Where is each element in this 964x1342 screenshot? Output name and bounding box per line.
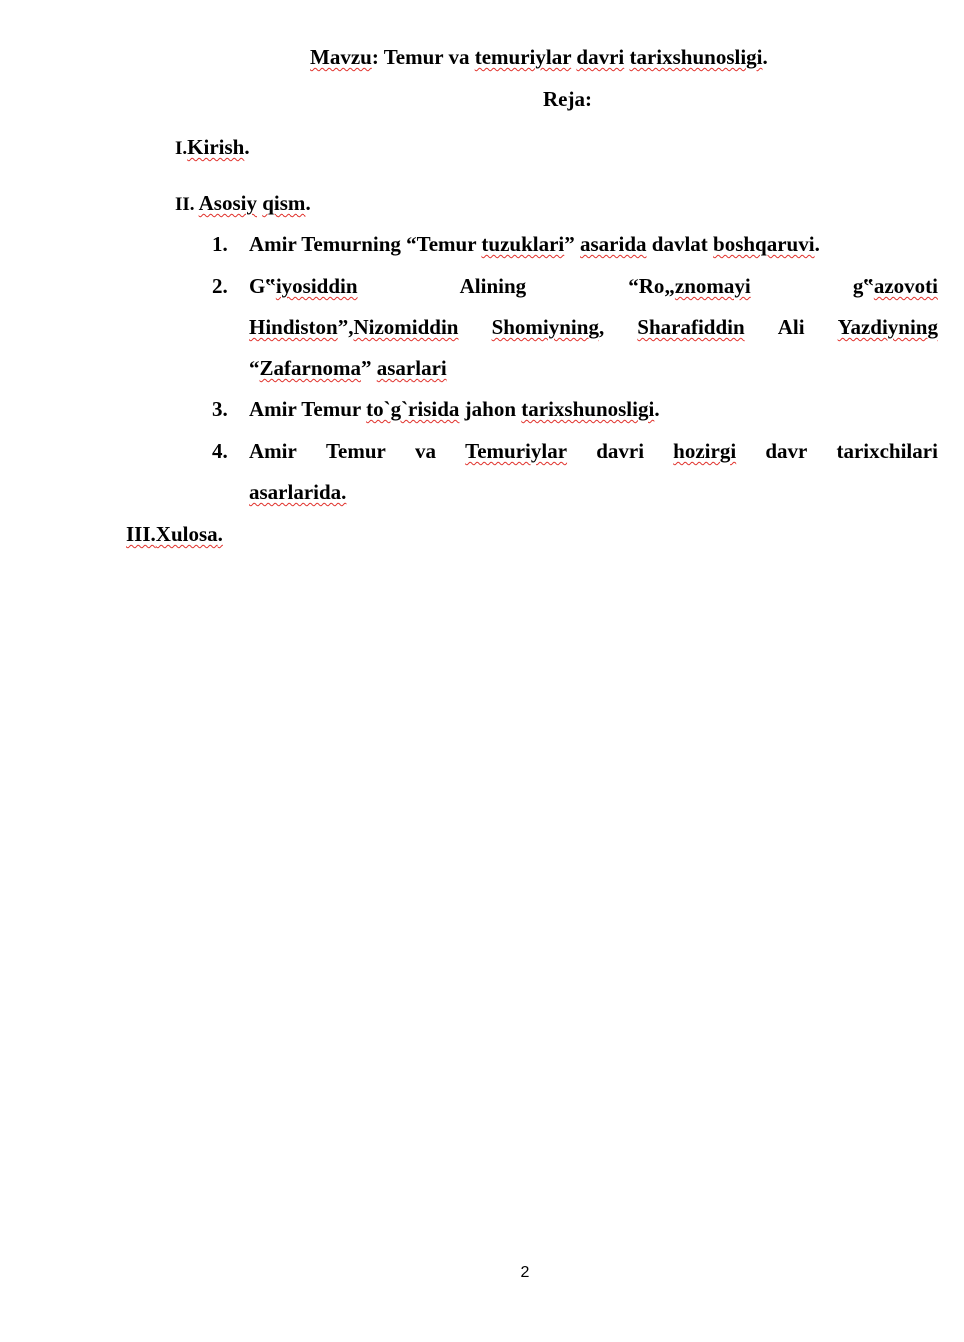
item-text: asarlarida.: [249, 480, 347, 504]
item-text: Amir Temur: [249, 397, 367, 421]
item-word: Sharafiddin: [637, 315, 745, 339]
section-conclusion-text: [126, 522, 223, 546]
section-end: .: [305, 191, 311, 215]
section-title: Xulosa: [155, 522, 218, 546]
item-text: to`g`risida: [366, 397, 460, 421]
item-word: Temuriylar: [465, 439, 568, 463]
item-number: 2.: [212, 274, 228, 298]
section-end: .: [244, 135, 250, 159]
item-word: tarixchilari: [836, 439, 938, 463]
item-text: Nizomiddin: [353, 315, 459, 339]
item-number: 1.: [212, 232, 228, 256]
item-text: Amir Temurning “Temur: [249, 232, 482, 256]
item-word: [249, 273, 358, 299]
title-word: davri: [576, 45, 625, 69]
item-text: tarixshunosligi: [521, 397, 655, 421]
item-word: Temur: [325, 439, 386, 463]
item-text: “: [249, 356, 260, 380]
title-word: tarixshunosligi: [629, 45, 763, 69]
item-text: asarida: [580, 232, 647, 256]
title-word: Temur: [383, 45, 444, 69]
list-item-line: [249, 438, 938, 464]
list-item-line: [249, 479, 346, 505]
item-text: G‟: [249, 274, 276, 298]
item-word: Alining: [459, 274, 527, 298]
plan-heading: Reja:: [543, 87, 592, 111]
item-text: boshqaruvi: [713, 232, 815, 256]
item-word: davr: [765, 439, 808, 463]
list-item-line: [249, 314, 938, 340]
item-text: ,: [598, 315, 605, 339]
item-text: Zafarnoma: [259, 356, 361, 380]
section-title: qism: [262, 191, 306, 215]
item-word: [853, 273, 938, 299]
item-text: Hindiston: [249, 315, 338, 339]
item-word: davri: [596, 439, 645, 463]
title-end: .: [762, 45, 768, 69]
item-text: davlat: [646, 232, 714, 256]
item-number: 4.: [212, 439, 228, 463]
title-word: temuriylar: [474, 45, 572, 69]
item-word: [249, 314, 459, 340]
item-word: Amir: [249, 439, 297, 463]
item-text: Shomiyning: [491, 315, 599, 339]
item-text: g‟: [852, 274, 874, 298]
item-text: ”,: [337, 315, 354, 339]
item-word: hozirgi: [673, 439, 737, 463]
section-conclusion: [126, 521, 223, 547]
item-word: va: [415, 439, 437, 463]
item-text: znomayi: [674, 274, 751, 298]
item-text: jahon: [459, 397, 522, 421]
item-word: Ali: [777, 315, 805, 339]
item-text: ”: [361, 356, 377, 380]
list-item-line: [249, 273, 938, 299]
item-text: .: [654, 397, 660, 421]
section-main-part: [175, 190, 311, 218]
list-item-line: [249, 355, 447, 381]
title-label: Mavzu: [310, 45, 372, 69]
title-word: va: [448, 45, 470, 69]
list-item: [249, 231, 820, 257]
item-text: azovoti: [873, 274, 938, 298]
item-text: ”: [564, 232, 580, 256]
page-title: [310, 44, 768, 70]
item-text: .: [814, 232, 820, 256]
section-title: Asosiy: [198, 191, 257, 215]
list-item: [249, 396, 660, 422]
page-number: 2: [520, 1264, 530, 1281]
item-text: iyosiddin: [275, 274, 358, 298]
item-text: asarlari: [376, 356, 447, 380]
section-numeral: I.: [175, 138, 188, 159]
item-text: “Ro„: [628, 274, 675, 298]
item-text: tuzuklari: [481, 232, 565, 256]
item-number: 3.: [212, 397, 228, 421]
section-end: .: [217, 522, 223, 546]
section-numeral: II.: [175, 194, 195, 215]
section-title: Kirish: [187, 135, 245, 159]
section-introduction: [175, 134, 250, 162]
item-word: [492, 314, 605, 340]
title-colon: :: [371, 45, 379, 69]
item-word: [628, 273, 751, 299]
item-word: Yazdiyning: [837, 315, 938, 339]
section-numeral: III.: [126, 522, 156, 546]
